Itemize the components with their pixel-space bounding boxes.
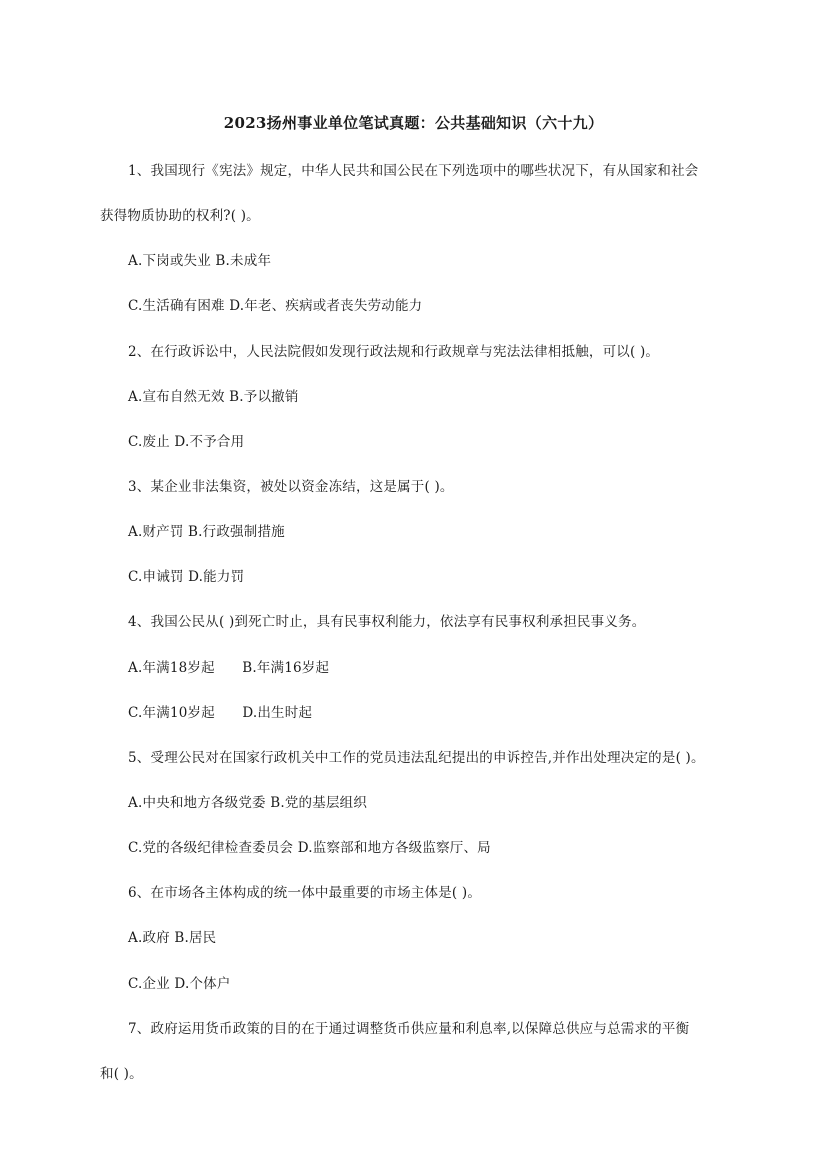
question-6-options-ab: A.政府 B.居民 <box>128 930 217 946</box>
question-6-stem: 6、在市场各主体构成的统一体中最重要的市场主体是( )。 <box>128 885 482 901</box>
question-4-stem: 4、我国公民从( )到死亡时止，具有民事权利能力，依法享有民事权利承担民事义务。 <box>128 614 646 630</box>
question-5-options-cd: C.党的各级纪律检查委员会 D.监察部和地方各级监察厅、局 <box>128 840 491 856</box>
question-5-options-ab: A.中央和地方各级党委 B.党的基层组织 <box>128 795 368 811</box>
question-1-stem: 1、我国现行《宪法》规定，中华人民共和国公民在下列选项中的哪些状况下，有从国家和社会 <box>128 163 699 179</box>
question-4-options-ab: A.年满18岁起 B.年满16岁起 <box>128 660 330 676</box>
question-2-options-cd: C.废止 D.不予合用 <box>128 434 245 450</box>
question-3-stem: 3、某企业非法集资，被处以资金冻结，这是属于( )。 <box>128 479 454 495</box>
question-4-options-cd: C.年满10岁起 D.出生时起 <box>128 705 313 721</box>
question-2-options-ab: A.宣布自然无效 B.予以撤销 <box>128 389 299 405</box>
question-1-options-cd: C.生活确有困难 D.年老、疾病或者丧失劳动能力 <box>128 298 423 314</box>
question-7-stem: 7、政府运用货币政策的目的在于通过调整货币供应量和利息率,以保障总供应与总需求的平衡 <box>128 1021 690 1037</box>
document-title: 2023扬州事业单位笔试真题：公共基础知识（六十九） <box>223 114 604 132</box>
question-7-stem-continued: 和( )。 <box>100 1066 143 1082</box>
question-5-stem: 5、受理公民对在国家行政机关中工作的党员违法乱纪提出的申诉控告,并作出处理决定的是( )。 <box>128 750 705 766</box>
question-1-stem-continued: 获得物质协助的权利?( )。 <box>100 208 260 224</box>
question-1-options-ab: A.下岗或失业 B.未成年 <box>128 253 272 269</box>
question-3-options-ab: A.财产罚 B.行政强制措施 <box>128 524 285 540</box>
question-3-options-cd: C.申诫罚 D.能力罚 <box>128 569 245 585</box>
question-2-stem: 2、在行政诉讼中，人民法院假如发现行政法规和行政规章与宪法法律相抵触，可以( )。 <box>128 344 660 360</box>
question-6-options-cd: C.企业 D.个体户 <box>128 976 231 992</box>
